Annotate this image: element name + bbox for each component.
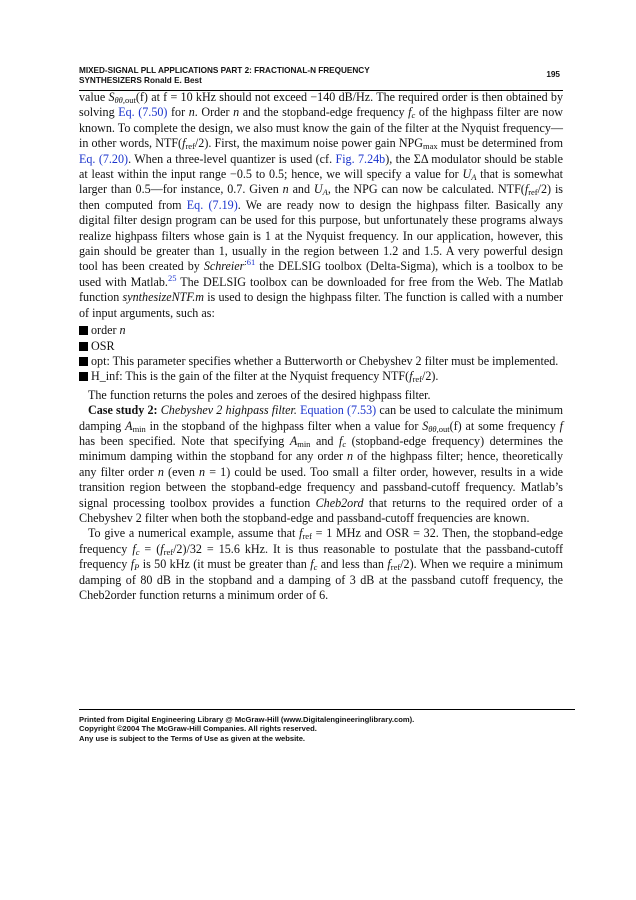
footnote-ref-61[interactable]: 61 bbox=[246, 257, 256, 268]
link-eq-7-53[interactable]: Equation (7.53) bbox=[300, 403, 377, 418]
paragraph-function-returns: The function returns the poles and zeroes of the desired highpass filter. bbox=[88, 387, 431, 402]
page-header bbox=[79, 64, 563, 91]
footer-line-copyright: Copyright ©2004 The McGraw-Hill Companies. All rights reserved. bbox=[79, 724, 317, 734]
page-number: 195 bbox=[546, 70, 560, 79]
paragraph-case-study-2: Case study 2: Chebyshev 2 highpass filter. Equation (7.53) can be used to calculate the minimum damping $A_{min}$ in the stopband of the highpass filter when a value for $S_{\theta\theta,out}(f)$ at some frequency f has been specified. Note that specifying $A_{min}$ and $f_c$ (stopband-edge frequency) determines the minimum damping within the stopband for any order n of the highpass filter; hence, theoretically any filter order n (even n = 1) could be used. Too small a filter order, however, results in a wide transition region between the stopband-edge frequency and passband-cutoff frequency. Matlab’s signal processing toolbox provides a function Cheb2ord that returns to the required order of a Chebyshev 2 filter when both the stopband-edge and passband-cutoff frequencies are known. bbox=[79, 403, 564, 525]
list-item: H_inf: This is the gain of the filter at the Nyquist frequency $NTF(f_{ref}/2)$. bbox=[79, 369, 563, 384]
paragraph-design-procedure: value $S_{\theta\theta,out}(f)$ at f = 10 kHz should not exceed −140 dB/Hz. The required order is then obtained by solving Eq. (7.50) for n. Order n and the stopband-edge frequency $f_c$ of the highpass filter are now known. To complete the design, we also must know the gain of the filter at the Nyquist frequency—in other words, $NTF(f_{ref}/2)$. First, the maximum noise power gain $NPG_{max}$ must be determined from Eq. (7.20). When a three-level quantizer is used (cf. Fig. 7.24b), the ΣΔ modulator should be stable at least within the input range −0.5 to 0.5; hence, we will specify a value for $U_A$ that is somewhat larger than 0.5—for instance, 0.7. Given n and $U_A$, the NPG can now be calculated. $NTF(f_{ref}/2)$ is then computed from Eq. (7.19). We are ready now to design the highpass filter. Basically any digital filter design program can be used for this purpose, but unfortunately these programs always realize highpass filters whose gain is 1 at the Nyquist frequency. In our application, however, this gain should be greater than 1, usually in the region between 1.2 and 1.5. A very powerful design tool has been created by Schreier$^{:61}$ the DELSIG toolbox (Delta-Sigma), which is a toolbox to be used with Matlab.$^{25}$ The DELSIG toolbox can be downloaded for free from the Web. The Matlab function synthesizeNTF.m is used to design the highpass filter. The function is called with a number of input arguments, such as: bbox=[79, 90, 564, 320]
link-eq-7-20[interactable]: Eq. (7.20) bbox=[79, 151, 129, 166]
list-item: order n bbox=[79, 323, 563, 338]
running-title-line-2: SYNTHESIZERS Ronald E. Best bbox=[79, 76, 202, 85]
running-title-line-1: MIXED-SIGNAL PLL APPLICATIONS PART 2: FRACTIONAL-N FREQUENCY bbox=[79, 66, 370, 75]
page-body bbox=[79, 90, 563, 603]
paragraph-numerical-example: To give a numerical example, assume that $f_{ref} = 1$ MHz and OSR = 32. Then, the stopband-edge frequency $f_c = (f_{ref}/2)/32 = 15.6$ kHz. It is thus reasonable to postulate that the passband-cutoff frequency $f_P$ is 50 kHz (it must be greater than $f_c$ and less than $f_{ref}/2$). When we require a minimum damping of 80 dB in the stopband and a damping of 3 dB at the passband cutoff frequency, the Cheb2order function returns a minimum order of 6. bbox=[79, 526, 564, 602]
link-fig-7-24b[interactable]: Fig. 7.24b bbox=[335, 151, 386, 166]
link-eq-7-19[interactable]: Eq. (7.19) bbox=[186, 197, 238, 212]
footnote-ref-25[interactable]: 25 bbox=[167, 272, 177, 283]
footer-line-terms: Any use is subject to the Terms of Use as given at the website. bbox=[79, 733, 306, 743]
argument-list bbox=[79, 323, 563, 385]
list-item: opt: This parameter specifies whether a Butterworth or Chebyshev 2 filter must be implemented. bbox=[79, 354, 563, 369]
page-footer bbox=[79, 709, 575, 743]
link-eq-7-50[interactable]: Eq. (7.50) bbox=[118, 105, 168, 120]
list-item: OSR bbox=[79, 339, 563, 354]
running-title bbox=[79, 66, 370, 86]
footer-line-printed-from: Printed from Digital Engineering Library @ McGraw-Hill (www.Digitalengineeringlibrary.com). bbox=[79, 715, 415, 724]
